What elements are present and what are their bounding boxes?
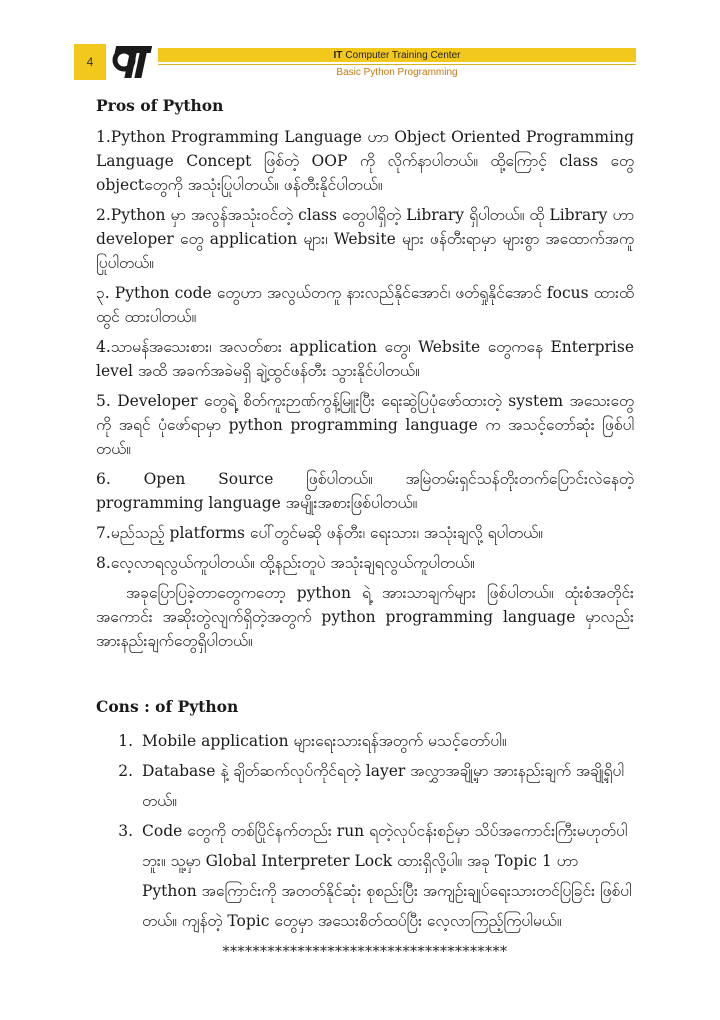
page-number: 4 bbox=[74, 44, 106, 80]
cons-item-3: 3. Code တွေကို တစ်ပြိုင်နက်တည်း run ရတဲ့လုပ်ငန်းစဉ်မှာ သိပ်အကောင်းကြီးမဟုတ်ပါဘူး။ သူ့မှာ Global Interpreter Lock ထားရှိလို့ပါ။ အခု Topic 1 ဟာ Python အကြောင်းကို အတတ်နိုင်ဆုံး စုစည်းပြီး အကျဉ်းချုပ်ရေးသားတင်ပြခြင်း ဖြစ်ပါတယ်။ ကျန်တဲ့ Topic တွေမှာ အသေးစိတ်ထပ်ပြီး လေ့လာကြည့်ကြပါမယ်။ bbox=[138, 816, 634, 936]
pros-item-8: 8.လေ့လာရလွယ်ကူပါတယ်။ ထို့နည်းတူပဲ အသုံးချရလွယ်ကူပါတယ်။ bbox=[96, 554, 475, 572]
org-brand: IT bbox=[333, 49, 343, 61]
pros-item-1: 1.Python Programming Language ဟာ Object Oriented Programming Language Concept ဖြစ်တဲ့ OOP ကို လိုက်နာပါတယ်။ ထို့ကြောင့် class တွေ objectတွေကို အသုံးပြုပါတယ်။ ဖန်တီးနိုင်ပါတယ်။ bbox=[96, 128, 634, 194]
page-content bbox=[96, 96, 634, 960]
pros-item-3: ၃. Python code တွေဟာ အလွယ်တကူ နားလည်နိုင်အောင်၊ ဖတ်ရှုနိုင်အောင် focus ထားထိထွင် ထားပါတယ်။ bbox=[96, 284, 634, 326]
pros-heading: Pros of Python bbox=[96, 96, 224, 115]
page-header bbox=[0, 0, 720, 110]
pros-summary: အခုပြောပြခဲ့တာတွေကတော့ python ရဲ့ အားသာချက်များ ဖြစ်ပါတယ်။ ထုံးစံအတိုင်း အကောင်း အဆိုးတွဲလျက်ရှိတဲ့အတွက် python programming language မှာလည်း အားနည်းချက်တွေရှိပါတယ်။ bbox=[96, 584, 634, 650]
org-name-rest: Computer Training Center bbox=[345, 49, 461, 61]
end-divider: ************************************** bbox=[222, 944, 508, 960]
org-name bbox=[158, 48, 636, 62]
cons-item-2: 2. Database နဲ့ ချိတ်ဆက်လုပ်ကိုင်ရတဲ့ layer အလွှာအချို့မှာ အားနည်းချက် အချို့ရှိပါတယ်။ bbox=[138, 756, 634, 816]
cons-heading: Cons : of Python bbox=[96, 697, 239, 716]
course-subtitle: Basic Python Programming bbox=[158, 64, 636, 79]
pros-item-5: 5. Developer တွေရဲ့ စိတ်ကူးဉာဏ်ကွန့်မြူးပြီး ရေးဆွဲပြပုံဖော်ထားတဲ့ system အသေးတွေကို အရင် ပုံဖော်ရာမှာ python programming language က အသင့်တော်ဆုံး ဖြစ်ပါတယ်။ bbox=[96, 392, 634, 458]
pros-item-7: 7.မည်သည့် platforms ပေါ်တွင်မဆို ဖန်တီး၊ ရေးသား၊ အသုံးချလို့ ရပါတယ်။ bbox=[96, 524, 543, 542]
cons-list bbox=[96, 726, 634, 936]
pros-item-6: 6. Open Source ဖြစ်ပါတယ်။ အမြဲတမ်းရှင်သန်တိုးတက်ပြောင်းလဲနေတဲ့ programming language အမျိုးအစားဖြစ်ပါတယ်။ bbox=[96, 470, 634, 512]
cons-item-1: 1. Mobile application များရေးသားရန်အတွက် မသင့်တော်ပါ။ bbox=[138, 726, 634, 756]
pros-item-2: 2.Python မှာ အလွန်အသုံးဝင်တဲ့ class တွေပါရှိတဲ့ Library ရှိပါတယ်။ ထို Library ဟာ developer တွေ application များ၊ Website များ ဖန်တီးရာမှာ များစွာ အထောက်အကူပြုပါတယ်။ bbox=[96, 206, 634, 272]
itt-logo-icon bbox=[112, 42, 156, 80]
pros-item-4: 4.သာမန်အသေးစား၊ အလတ်စား application တွေ၊ Website တွေကနေ Enterprise level အထိ အခက်အခဲမရှိ ချဲ့ထွင်ဖန်တီး သွားနိုင်ပါတယ်။ bbox=[96, 338, 634, 380]
